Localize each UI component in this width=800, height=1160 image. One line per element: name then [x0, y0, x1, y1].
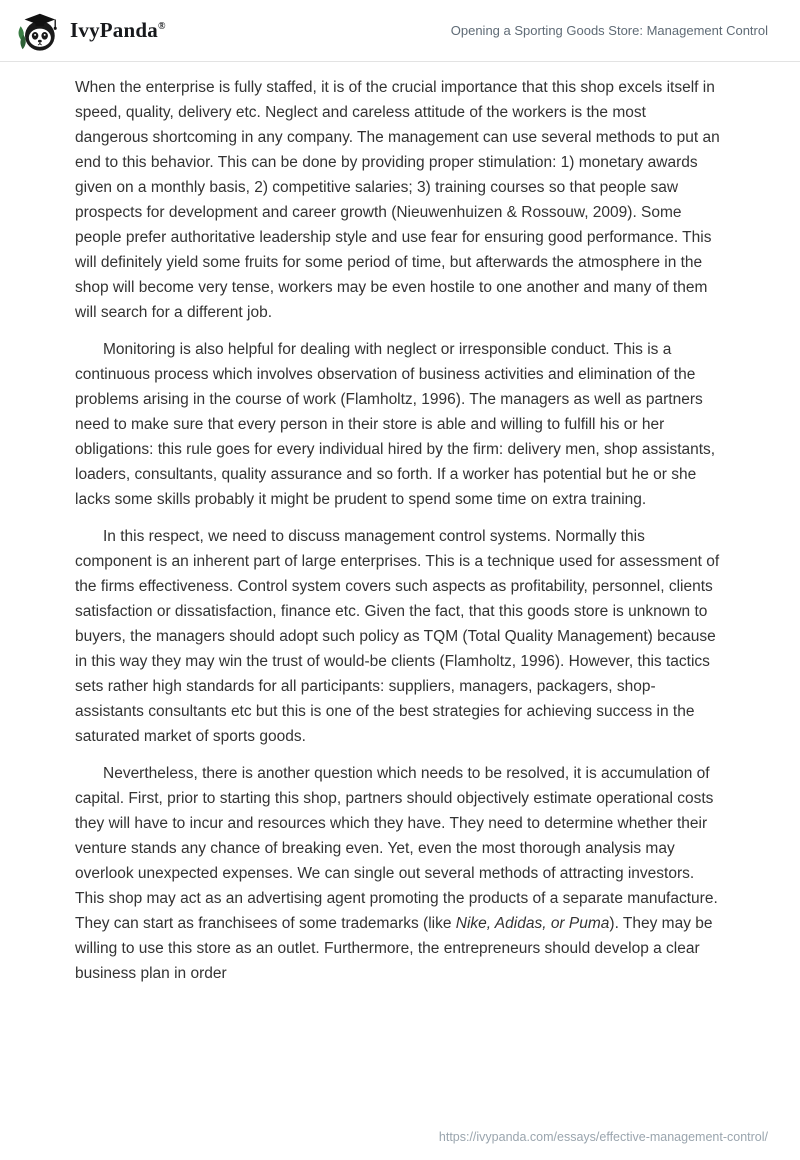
panda-graduate-logo-icon: [14, 8, 60, 54]
paragraph-4-text-cont: ). They may be willing to use this store as an outlet. Furthermore, the entrepreneurs should develop a clear business plan in order: [75, 915, 713, 982]
page-title: Opening a Sporting Goods Store: Management Control: [450, 23, 768, 38]
paragraph-4-text: Nevertheless, there is another question which needs to be resolved, it is accumulation of capital. First, prior to starting this shop, partners should objectively estimate operational costs they will have to incur and resources which they have. They need to determine whether their venture stands any chance of breaking even. Yet, even the most thorough analysis may overlook unexpected expenses. We can single out several methods of attracting investors. This shop may act as an advertising agent promoting the products of a separate manufacture. They can start as franchisees of some trademarks (like: [75, 765, 718, 932]
essay-content: [0, 62, 800, 986]
ivypanda-logo[interactable]: [14, 8, 166, 54]
paragraph-2: Monitoring is also helpful for dealing with neglect or irresponsible conduct. This is a continuous process which involves observation of business activities and elimination of the problems arising in the course of work (Flamholtz, 1996). The managers as well as partners need to make sure that every person in their store is able and willing to fulfill his or her obligations: this rule goes for every individual hired by the firm: delivery men, shop assistants, loaders, consultants, quality assurance and so forth. If a worker has potential but he or she lacks some skills probably it might be prudent to spend some time on extra training.: [75, 341, 716, 508]
paragraph-3: In this respect, we need to discuss management control systems. Normally this component is an inherent part of large enterprises. This is a technique used for assessment of the firms effectiveness. Control system covers such aspects as profitability, personnel, clients satisfaction or dissatisfaction, finance etc. Given the fact, that this goods store is unknown to buyers, the managers should adopt such policy as TQM (Total Quality Management) because in this way they may win the trust of would-be clients (Flamholtz, 1996). However, this tactics sets rather high standards for all participants: suppliers, managers, packagers, shop-assistants consultants etc but this is one of the best strategies for achieving success in the saturated market of sports goods.: [75, 528, 720, 745]
footer-source-url[interactable]: https://ivypanda.com/essays/effective-management-control/: [438, 1130, 768, 1144]
paragraph-4: [75, 761, 723, 986]
page-header: [0, 0, 800, 62]
paragraph-1: When the enterprise is fully staffed, it is of the crucial importance that this shop excels itself in speed, quality, delivery etc. Neglect and careless attitude of the workers is the most dangerous shortcoming in any company. The management can use several methods to put an end to this behavior. This can be done by providing proper stimulation: 1) monetary awards given on a monthly basis, 2) competitive salaries; 3) training courses so that people saw prospects for development and career growth (Nieuwenhuizen & Rossouw, 2009). Some people prefer authoritative leadership style and use fear for ensuring good performance. This will definitely yield some fruits for some period of time, but afterwards the atmosphere in the shop will become very tense, workers may be even hostile to one another and many of them will search for a different job.: [75, 79, 720, 321]
brand-name: [70, 18, 166, 43]
brand-text: IvyPanda: [70, 18, 158, 42]
brand-names-italic: Nike, Adidas, or Puma: [455, 915, 610, 932]
registered-mark: ®: [157, 21, 166, 32]
